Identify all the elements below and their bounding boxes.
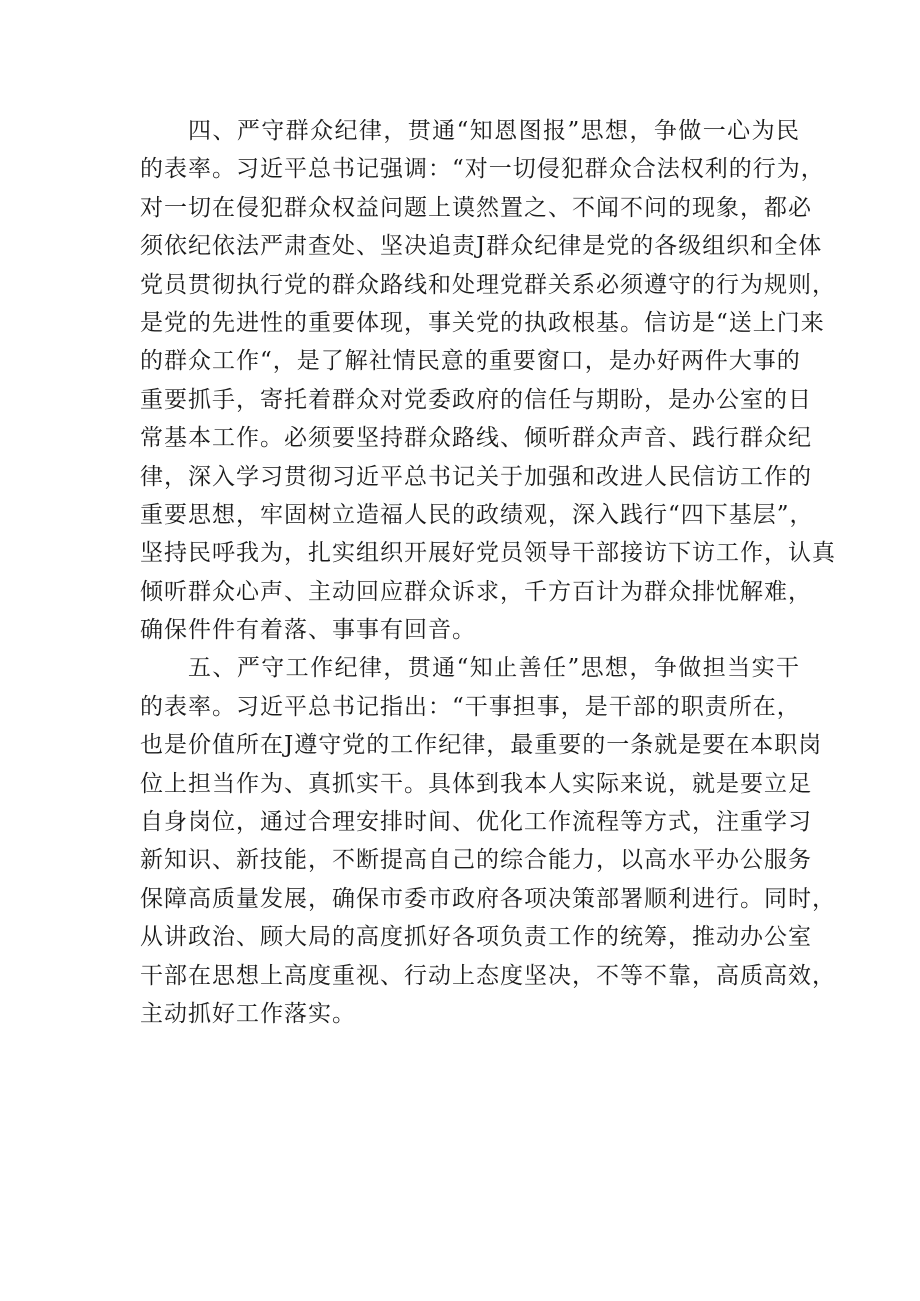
paragraph-line: 的表率。习近平总书记强调：“对一切侵犯群众合法权利的行为， [140, 156, 825, 183]
paragraph-line: 新知识、新技能，不断提高自己的综合能力，以高水平办公服务 [140, 847, 812, 874]
paragraph-line: 从讲政治、顾大局的高度抓好各项负责工作的统筹，推动办公室 [140, 924, 812, 951]
paragraph-discipline-work [140, 649, 836, 1033]
paragraph-line: 也是价值所在J遵守党的工作纪律，最重要的一条就是要在本职岗 [140, 732, 823, 759]
paragraph-line: 对一切在侵犯群众权益问题上谟然置之、不闻不问的现象，都必 [140, 194, 812, 221]
paragraph-discipline-masses [140, 112, 836, 649]
paragraph-line: 四、严守群众纪律，贯通“知恩图报”思想，争做一心为民 [188, 118, 800, 144]
paragraph-line: 主动抓好工作落实。 [140, 1000, 356, 1027]
paragraph-line: 重要抓手，寄托着群众对党委政府的信任与期盼，是办公室的日 [140, 386, 812, 413]
paragraph-line: 位上担当作为、真抓实干。具体到我本人实际来说，就是要立足 [140, 770, 812, 797]
paragraph-line: 是党的先进性的重要体现，事关党的执政根基。信访是“送上门来 [140, 309, 825, 336]
paragraph-line: 保障高质量发展，确保市委市政府各项决策部署顺利进行。同时， [140, 885, 836, 912]
paragraph-line: 坚持民呼我为，扎实组织开展好党员领导干部接访下访工作，认真 [140, 540, 836, 567]
paragraph-line: 自身岗位，通过合理安排时间、优化工作流程等方式，注重学习 [140, 809, 812, 836]
paragraph-line: 重要思想，牢固树立造福人民的政绩观，深入践行“四下基层”， [140, 501, 814, 528]
paragraph-line: 的表率。习近平总书记指出：“干事担事，是干部的职责所在， [140, 693, 801, 720]
paragraph-line: 五、严守工作纪律，贯通“知止善任”思想，争做担当实干 [188, 655, 800, 682]
paragraph-line: 律，深入学习贯彻习近平总书记关于加强和改进人民信访工作的 [140, 463, 812, 490]
paragraph-line: 的群众工作“，是了解社情民意的重要窗口，是办好两件大事的 [140, 348, 801, 375]
document-body [140, 112, 836, 1033]
paragraph-line: 干部在思想上高度重视、行动上态度坚决，不等不靠，高质高效， [140, 962, 836, 989]
paragraph-line: 倾听群众心声、主动回应群众诉求，千方百计为群众排忧解难， [140, 578, 812, 605]
paragraph-line: 确保件件有着落、事事有回音。 [140, 617, 476, 644]
paragraph-line: 须依纪依法严肃查处、坚决追责J群众纪律是党的各级组织和全体 [140, 233, 823, 260]
paragraph-line: 党员贯彻执行党的群众路线和处理党群关系必须遵守的行为规则， [140, 271, 836, 298]
paragraph-line: 常基本工作。必须要坚持群众路线、倾听群众声音、践行群众纪 [140, 425, 812, 452]
